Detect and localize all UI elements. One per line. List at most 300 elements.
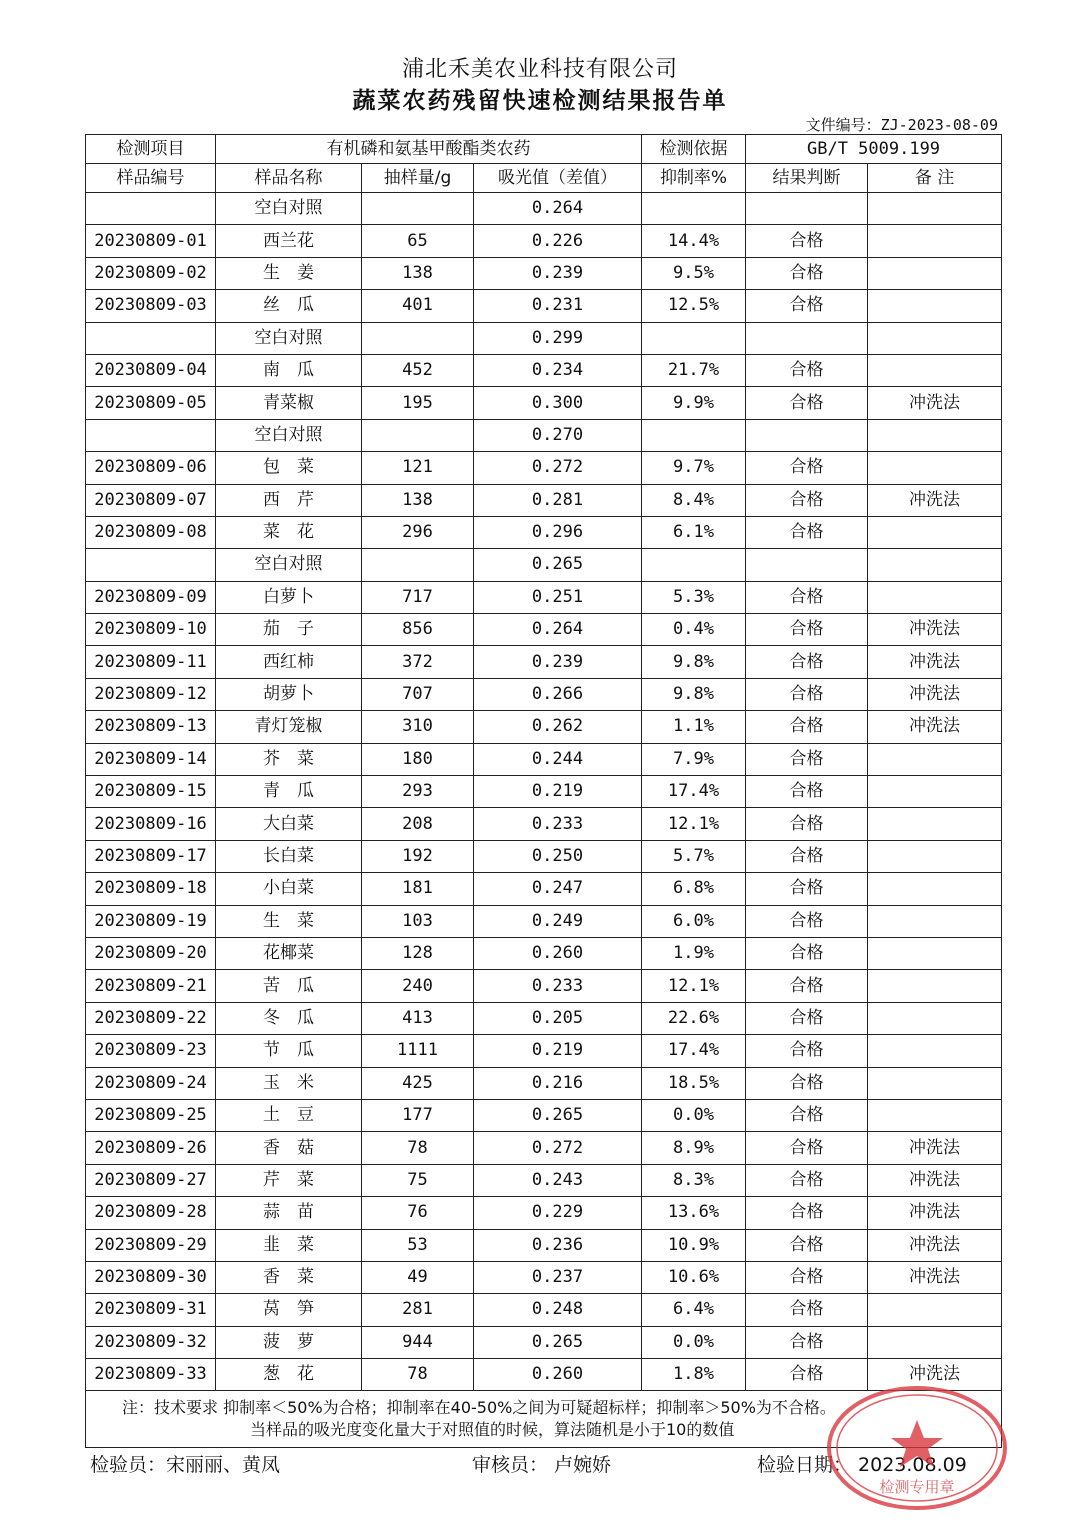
- sample-id-cell: 20230809-17: [86, 840, 216, 872]
- inhibition-rate-cell: 0.0%: [642, 1326, 746, 1358]
- sample-name-cell: 白萝卜: [216, 581, 362, 613]
- absorbance-cell: 0.270: [474, 419, 642, 451]
- result-cell: [746, 322, 868, 354]
- inhibition-rate-cell: 8.9%: [642, 1132, 746, 1164]
- remarks-cell: [868, 1326, 1002, 1358]
- sample-id-cell: 20230809-09: [86, 581, 216, 613]
- table-row: [86, 516, 1002, 548]
- result-cell: 合格: [746, 970, 868, 1002]
- sample-id-cell: 20230809-30: [86, 1261, 216, 1293]
- absorbance-cell: 0.265: [474, 1099, 642, 1131]
- result-cell: 合格: [746, 225, 868, 257]
- absorbance-cell: 0.234: [474, 354, 642, 386]
- absorbance-cell: 0.300: [474, 387, 642, 419]
- sample-quantity-cell: 296: [362, 516, 474, 548]
- sample-quantity-cell: 121: [362, 452, 474, 484]
- sample-id-cell: [86, 419, 216, 451]
- seal-star-icon: [891, 1420, 943, 1467]
- sample-name-cell: 空白对照: [216, 419, 362, 451]
- sample-quantity-cell: 717: [362, 581, 474, 613]
- inhibition-rate-cell: [642, 419, 746, 451]
- sample-id-cell: 20230809-32: [86, 1326, 216, 1358]
- result-cell: 合格: [746, 646, 868, 678]
- result-cell: 合格: [746, 1326, 868, 1358]
- remarks-cell: [868, 1002, 1002, 1034]
- absorbance-cell: 0.265: [474, 1326, 642, 1358]
- table-row: [86, 1261, 1002, 1293]
- sample-quantity-cell: 53: [362, 1229, 474, 1261]
- sample-id-cell: 20230809-20: [86, 937, 216, 969]
- sample-id-cell: 20230809-15: [86, 776, 216, 808]
- inhibition-rate-cell: [642, 193, 746, 225]
- header-row-test-item: [86, 135, 1002, 164]
- result-cell: 合格: [746, 516, 868, 548]
- result-cell: 合格: [746, 387, 868, 419]
- sample-id-cell: 20230809-11: [86, 646, 216, 678]
- sample-id-cell: 20230809-14: [86, 743, 216, 775]
- absorbance-cell: 0.233: [474, 970, 642, 1002]
- sample-quantity-cell: 78: [362, 1132, 474, 1164]
- absorbance-cell: 0.281: [474, 484, 642, 516]
- absorbance-cell: 0.262: [474, 711, 642, 743]
- sample-name-cell: 菠 萝: [216, 1326, 362, 1358]
- sample-quantity-cell: 76: [362, 1197, 474, 1229]
- table-row: [86, 808, 1002, 840]
- table-row: [86, 840, 1002, 872]
- sample-quantity-cell: 707: [362, 678, 474, 710]
- sample-id-cell: 20230809-18: [86, 873, 216, 905]
- absorbance-cell: 0.205: [474, 1002, 642, 1034]
- sample-id-cell: 20230809-10: [86, 614, 216, 646]
- sample-id-cell: 20230809-19: [86, 905, 216, 937]
- sample-quantity-cell: 138: [362, 484, 474, 516]
- sample-id-cell: 20230809-27: [86, 1164, 216, 1196]
- inhibition-rate-cell: 10.6%: [642, 1261, 746, 1293]
- result-cell: 合格: [746, 711, 868, 743]
- sample-quantity-cell: 103: [362, 905, 474, 937]
- sample-name-cell: 胡萝卜: [216, 678, 362, 710]
- remarks-cell: [868, 322, 1002, 354]
- sample-name-cell: 冬 瓜: [216, 1002, 362, 1034]
- result-cell: 合格: [746, 257, 868, 289]
- sample-quantity-cell: [362, 419, 474, 451]
- col-header-remarks: 备 注: [868, 164, 1002, 193]
- inhibition-rate-cell: 21.7%: [642, 354, 746, 386]
- inhibition-rate-cell: [642, 322, 746, 354]
- sample-name-cell: 土 豆: [216, 1099, 362, 1131]
- remarks-cell: 冲洗法: [868, 711, 1002, 743]
- sample-id-cell: 20230809-29: [86, 1229, 216, 1261]
- report-title: 蔬菜农药残留快速检测结果报告单: [352, 88, 728, 114]
- absorbance-cell: 0.231: [474, 290, 642, 322]
- sample-id-cell: 20230809-04: [86, 354, 216, 386]
- result-cell: 合格: [746, 1132, 868, 1164]
- sample-name-cell: 西兰花: [216, 225, 362, 257]
- table-row: [86, 581, 1002, 613]
- sample-name-cell: 青菜椒: [216, 387, 362, 419]
- result-cell: [746, 549, 868, 581]
- sample-name-cell: 茄 子: [216, 614, 362, 646]
- sample-name-cell: 生 姜: [216, 257, 362, 289]
- sample-name-cell: 蒜 苗: [216, 1197, 362, 1229]
- sample-quantity-cell: 413: [362, 1002, 474, 1034]
- inhibition-rate-cell: 9.7%: [642, 452, 746, 484]
- col-header-sample-name: 样品名称: [216, 164, 362, 193]
- remarks-cell: [868, 743, 1002, 775]
- table-row: [86, 1002, 1002, 1034]
- sample-name-cell: 空白对照: [216, 322, 362, 354]
- remarks-cell: [868, 419, 1002, 451]
- remarks-cell: [868, 225, 1002, 257]
- result-cell: 合格: [746, 1002, 868, 1034]
- remarks-cell: 冲洗法: [868, 1359, 1002, 1391]
- result-cell: 合格: [746, 484, 868, 516]
- remarks-cell: [868, 290, 1002, 322]
- sample-quantity-cell: 944: [362, 1326, 474, 1358]
- absorbance-cell: 0.239: [474, 646, 642, 678]
- sample-quantity-cell: 138: [362, 257, 474, 289]
- inhibition-rate-cell: [642, 549, 746, 581]
- sample-id-cell: 20230809-06: [86, 452, 216, 484]
- table-row: [86, 387, 1002, 419]
- absorbance-cell: 0.239: [474, 257, 642, 289]
- remarks-cell: [868, 1035, 1002, 1067]
- inspector: 检验员：宋丽丽、黄凤: [90, 1454, 281, 1476]
- test-basis-label: 检测依据: [642, 135, 746, 164]
- inhibition-rate-cell: 17.4%: [642, 1035, 746, 1067]
- table-row: [86, 1099, 1002, 1131]
- absorbance-cell: 0.233: [474, 808, 642, 840]
- col-header-result: 结果判断: [746, 164, 868, 193]
- reviewer: 审核员： 卢婉娇: [472, 1454, 612, 1476]
- sample-id-cell: 20230809-12: [86, 678, 216, 710]
- test-item-value: 有机磷和氨基甲酸酯类农药: [216, 135, 642, 164]
- sample-quantity-cell: 181: [362, 873, 474, 905]
- remarks-cell: [868, 257, 1002, 289]
- result-cell: 合格: [746, 840, 868, 872]
- remarks-cell: [868, 1099, 1002, 1131]
- result-cell: 合格: [746, 937, 868, 969]
- sample-name-cell: 香 菜: [216, 1261, 362, 1293]
- result-cell: 合格: [746, 1294, 868, 1326]
- remarks-cell: 冲洗法: [868, 614, 1002, 646]
- sample-quantity-cell: 452: [362, 354, 474, 386]
- result-cell: [746, 193, 868, 225]
- sample-quantity-cell: 195: [362, 387, 474, 419]
- sample-quantity-cell: 65: [362, 225, 474, 257]
- remarks-cell: 冲洗法: [868, 387, 1002, 419]
- absorbance-cell: 0.250: [474, 840, 642, 872]
- sample-id-cell: [86, 193, 216, 225]
- sample-quantity-cell: 208: [362, 808, 474, 840]
- inhibition-rate-cell: 9.5%: [642, 257, 746, 289]
- sample-quantity-cell: 240: [362, 970, 474, 1002]
- remarks-cell: 冲洗法: [868, 678, 1002, 710]
- remarks-cell: 冲洗法: [868, 1261, 1002, 1293]
- inhibition-rate-cell: 6.4%: [642, 1294, 746, 1326]
- absorbance-cell: 0.299: [474, 322, 642, 354]
- result-cell: 合格: [746, 1035, 868, 1067]
- sample-quantity-cell: 372: [362, 646, 474, 678]
- table-row: [86, 678, 1002, 710]
- inhibition-rate-cell: 12.1%: [642, 970, 746, 1002]
- sample-name-cell: 菜 花: [216, 516, 362, 548]
- result-cell: 合格: [746, 1197, 868, 1229]
- remarks-cell: 冲洗法: [868, 1164, 1002, 1196]
- inhibition-rate-cell: 5.7%: [642, 840, 746, 872]
- sample-quantity-cell: 856: [362, 614, 474, 646]
- remarks-cell: [868, 452, 1002, 484]
- sample-quantity-cell: 75: [362, 1164, 474, 1196]
- table-row: [86, 711, 1002, 743]
- company-name: 浦北禾美农业科技有限公司: [401, 57, 678, 82]
- remarks-cell: [868, 840, 1002, 872]
- sample-quantity-cell: [362, 322, 474, 354]
- result-cell: 合格: [746, 776, 868, 808]
- table-row: [86, 290, 1002, 322]
- inhibition-rate-cell: 8.3%: [642, 1164, 746, 1196]
- sample-name-cell: 空白对照: [216, 193, 362, 225]
- table-row: [86, 1326, 1002, 1358]
- absorbance-cell: 0.219: [474, 776, 642, 808]
- table-row: [86, 776, 1002, 808]
- remarks-cell: 冲洗法: [868, 646, 1002, 678]
- sample-name-cell: 空白对照: [216, 549, 362, 581]
- remarks-cell: [868, 516, 1002, 548]
- note-line-1: 注：技术要求 抑制率＜50%为合格；抑制率在40-50%之间为可疑超标样；抑制率＞50%为不合格。: [122, 1398, 836, 1418]
- inhibition-rate-cell: 6.0%: [642, 905, 746, 937]
- result-cell: 合格: [746, 1067, 868, 1099]
- sample-name-cell: 青灯笼椒: [216, 711, 362, 743]
- remarks-cell: 冲洗法: [868, 484, 1002, 516]
- sample-quantity-cell: 49: [362, 1261, 474, 1293]
- sample-quantity-cell: 401: [362, 290, 474, 322]
- inhibition-rate-cell: 22.6%: [642, 1002, 746, 1034]
- result-cell: 合格: [746, 581, 868, 613]
- remarks-cell: [868, 873, 1002, 905]
- absorbance-cell: 0.272: [474, 1132, 642, 1164]
- absorbance-cell: 0.260: [474, 937, 642, 969]
- result-cell: 合格: [746, 873, 868, 905]
- table-row: [86, 743, 1002, 775]
- result-cell: 合格: [746, 808, 868, 840]
- absorbance-cell: 0.244: [474, 743, 642, 775]
- blank-control-row: [86, 419, 1002, 451]
- sample-name-cell: 小白菜: [216, 873, 362, 905]
- absorbance-cell: 0.247: [474, 873, 642, 905]
- remarks-cell: [868, 970, 1002, 1002]
- remarks-cell: [868, 808, 1002, 840]
- table-row: [86, 937, 1002, 969]
- result-cell: 合格: [746, 354, 868, 386]
- inhibition-rate-cell: 8.4%: [642, 484, 746, 516]
- absorbance-cell: 0.249: [474, 905, 642, 937]
- result-cell: 合格: [746, 614, 868, 646]
- inhibition-rate-cell: 9.9%: [642, 387, 746, 419]
- table-row: [86, 452, 1002, 484]
- sample-id-cell: 20230809-31: [86, 1294, 216, 1326]
- absorbance-cell: 0.219: [474, 1035, 642, 1067]
- sample-name-cell: 丝 瓜: [216, 290, 362, 322]
- table-row: [86, 354, 1002, 386]
- sample-id-cell: 20230809-07: [86, 484, 216, 516]
- result-cell: 合格: [746, 1099, 868, 1131]
- remarks-cell: [868, 776, 1002, 808]
- remarks-cell: [868, 1294, 1002, 1326]
- column-header-row: [86, 164, 1002, 193]
- sample-name-cell: 玉 米: [216, 1067, 362, 1099]
- sample-name-cell: 节 瓜: [216, 1035, 362, 1067]
- sample-id-cell: 20230809-08: [86, 516, 216, 548]
- sample-quantity-cell: 78: [362, 1359, 474, 1391]
- remarks-cell: [868, 1067, 1002, 1099]
- sample-id-cell: 20230809-25: [86, 1099, 216, 1131]
- sample-id-cell: 20230809-33: [86, 1359, 216, 1391]
- inhibition-rate-cell: 9.8%: [642, 646, 746, 678]
- sample-name-cell: 芥 菜: [216, 743, 362, 775]
- table-row: [86, 1197, 1002, 1229]
- sample-name-cell: 南 瓜: [216, 354, 362, 386]
- result-cell: [746, 419, 868, 451]
- sample-id-cell: 20230809-22: [86, 1002, 216, 1034]
- remarks-cell: 冲洗法: [868, 1132, 1002, 1164]
- sample-id-cell: 20230809-05: [86, 387, 216, 419]
- inhibition-rate-cell: 12.5%: [642, 290, 746, 322]
- result-cell: 合格: [746, 290, 868, 322]
- sample-id-cell: 20230809-21: [86, 970, 216, 1002]
- absorbance-cell: 0.248: [474, 1294, 642, 1326]
- sample-name-cell: 芹 菜: [216, 1164, 362, 1196]
- blank-control-row: [86, 549, 1002, 581]
- absorbance-cell: 0.260: [474, 1359, 642, 1391]
- result-cell: 合格: [746, 678, 868, 710]
- absorbance-cell: 0.216: [474, 1067, 642, 1099]
- sample-id-cell: 20230809-16: [86, 808, 216, 840]
- test-basis-value: GB/T 5009.199: [746, 135, 1002, 164]
- inhibition-rate-cell: 6.8%: [642, 873, 746, 905]
- document-number: 文件编号：ZJ-2023-08-09: [805, 116, 998, 134]
- col-header-absorbance: 吸光值（差值）: [474, 164, 642, 193]
- sample-id-cell: 20230809-02: [86, 257, 216, 289]
- result-cell: 合格: [746, 743, 868, 775]
- col-header-inhibition-rate: 抑制率%: [642, 164, 746, 193]
- sample-quantity-cell: 177: [362, 1099, 474, 1131]
- seal-bottom-text: 检测专用章: [879, 1478, 955, 1496]
- table-row: [86, 614, 1002, 646]
- inhibition-rate-cell: 7.9%: [642, 743, 746, 775]
- sample-name-cell: 生 菜: [216, 905, 362, 937]
- sample-name-cell: 包 菜: [216, 452, 362, 484]
- sample-name-cell: 西 芹: [216, 484, 362, 516]
- absorbance-cell: 0.229: [474, 1197, 642, 1229]
- blank-control-row: [86, 193, 1002, 225]
- table-row: [86, 646, 1002, 678]
- col-header-sample-quantity: 抽样量/g: [362, 164, 474, 193]
- remarks-cell: [868, 354, 1002, 386]
- test-item-label: 检测项目: [86, 135, 216, 164]
- table-row: [86, 970, 1002, 1002]
- sample-quantity-cell: 425: [362, 1067, 474, 1099]
- sample-name-cell: 香 菇: [216, 1132, 362, 1164]
- inspection-date: 检验日期： 2023.08.09: [757, 1454, 967, 1476]
- remarks-cell: [868, 193, 1002, 225]
- sample-quantity-cell: 310: [362, 711, 474, 743]
- table-row: [86, 1035, 1002, 1067]
- table-row: [86, 905, 1002, 937]
- sample-name-cell: 韭 菜: [216, 1229, 362, 1261]
- inhibition-rate-cell: 9.8%: [642, 678, 746, 710]
- result-cell: 合格: [746, 905, 868, 937]
- table-row: [86, 1294, 1002, 1326]
- table-row: [86, 1067, 1002, 1099]
- absorbance-cell: 0.226: [474, 225, 642, 257]
- sample-id-cell: 20230809-23: [86, 1035, 216, 1067]
- remarks-cell: [868, 937, 1002, 969]
- remarks-cell: [868, 549, 1002, 581]
- table-row: [86, 225, 1002, 257]
- absorbance-cell: 0.266: [474, 678, 642, 710]
- report-table: [85, 134, 1002, 1448]
- absorbance-cell: 0.236: [474, 1229, 642, 1261]
- inhibition-rate-cell: 10.9%: [642, 1229, 746, 1261]
- table-row: [86, 1164, 1002, 1196]
- inhibition-rate-cell: 1.8%: [642, 1359, 746, 1391]
- sample-quantity-cell: 293: [362, 776, 474, 808]
- remarks-cell: 冲洗法: [868, 1197, 1002, 1229]
- inhibition-rate-cell: 0.0%: [642, 1099, 746, 1131]
- sample-name-cell: 莴 笋: [216, 1294, 362, 1326]
- remarks-cell: [868, 581, 1002, 613]
- remarks-cell: [868, 905, 1002, 937]
- result-cell: 合格: [746, 1164, 868, 1196]
- inhibition-rate-cell: 14.4%: [642, 225, 746, 257]
- inhibition-rate-cell: 0.4%: [642, 614, 746, 646]
- sample-quantity-cell: 128: [362, 937, 474, 969]
- sample-id-cell: 20230809-03: [86, 290, 216, 322]
- table-row: [86, 1229, 1002, 1261]
- absorbance-cell: 0.272: [474, 452, 642, 484]
- sample-name-cell: 长白菜: [216, 840, 362, 872]
- col-header-sample-id: 样品编号: [86, 164, 216, 193]
- inhibition-rate-cell: 12.1%: [642, 808, 746, 840]
- inhibition-rate-cell: 5.3%: [642, 581, 746, 613]
- absorbance-cell: 0.296: [474, 516, 642, 548]
- sample-name-cell: 西红柿: [216, 646, 362, 678]
- result-cell: 合格: [746, 1229, 868, 1261]
- inhibition-rate-cell: 6.1%: [642, 516, 746, 548]
- sample-name-cell: 青 瓜: [216, 776, 362, 808]
- sample-name-cell: 葱 花: [216, 1359, 362, 1391]
- sample-quantity-cell: 281: [362, 1294, 474, 1326]
- inhibition-rate-cell: 1.1%: [642, 711, 746, 743]
- note-line-2: 当样品的吸光度变化量大于对照值的时候，算法随机是小于10的数值: [250, 1420, 735, 1440]
- sample-id-cell: 20230809-01: [86, 225, 216, 257]
- official-seal-stamp: [822, 1380, 1012, 1510]
- sample-quantity-cell: 180: [362, 743, 474, 775]
- remarks-cell: 冲洗法: [868, 1229, 1002, 1261]
- sample-name-cell: 花椰菜: [216, 937, 362, 969]
- sample-id-cell: 20230809-13: [86, 711, 216, 743]
- sample-quantity-cell: 192: [362, 840, 474, 872]
- blank-control-row: [86, 322, 1002, 354]
- absorbance-cell: 0.237: [474, 1261, 642, 1293]
- sample-id-cell: [86, 549, 216, 581]
- sample-id-cell: 20230809-26: [86, 1132, 216, 1164]
- sample-quantity-cell: [362, 193, 474, 225]
- absorbance-cell: 0.243: [474, 1164, 642, 1196]
- result-cell: 合格: [746, 1261, 868, 1293]
- sample-name-cell: 苦 瓜: [216, 970, 362, 1002]
